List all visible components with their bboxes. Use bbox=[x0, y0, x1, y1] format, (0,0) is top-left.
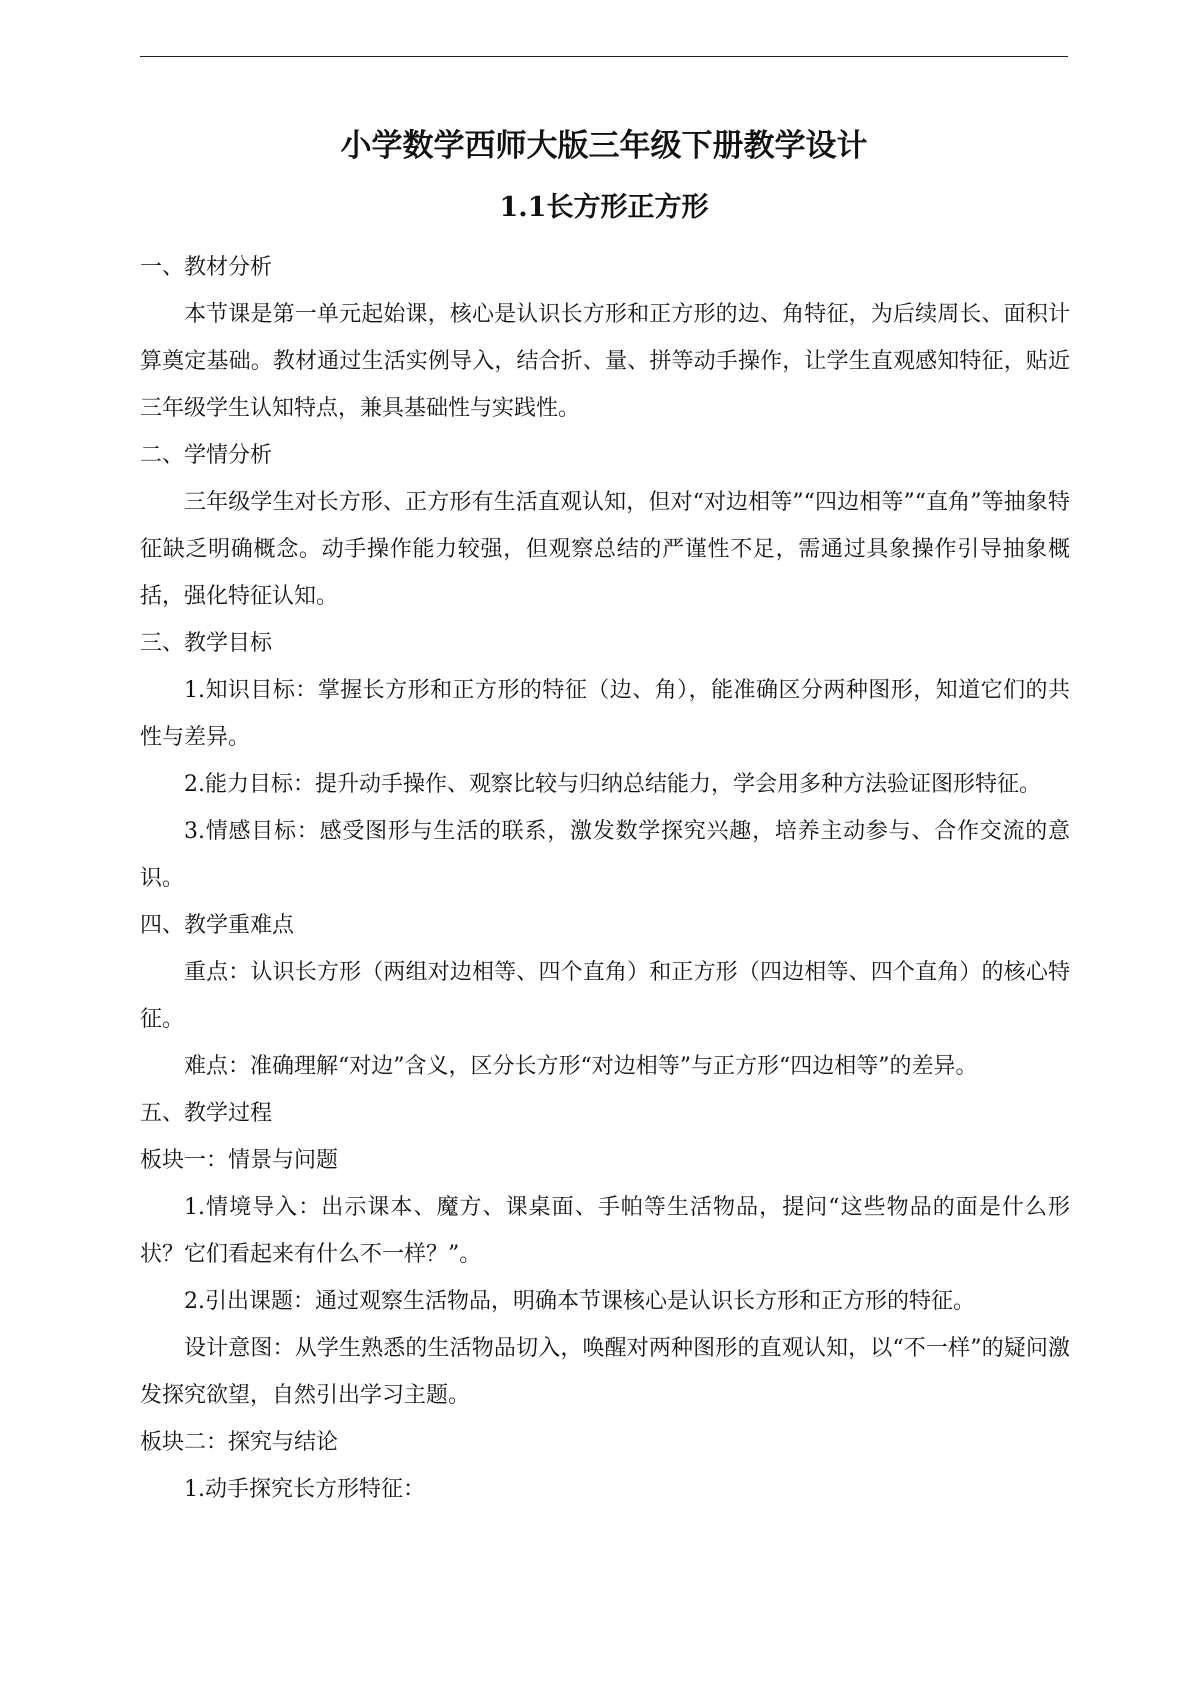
section-heading: 三、教学目标 bbox=[140, 631, 273, 656]
document-body bbox=[140, 244, 1070, 1513]
subsection-heading: 板块一：情景与问题 bbox=[140, 1148, 339, 1173]
section-heading: 五、教学过程 bbox=[140, 1101, 273, 1126]
paragraph: 1.知识目标：掌握长方形和正方形的特征（边、角），能准确区分两种图形，知道它们的共性与差异。 bbox=[140, 678, 1070, 750]
paragraph: 2.引出课题：通过观察生活物品，明确本节课核心是认识长方形和正方形的特征。 bbox=[184, 1289, 975, 1314]
header-rule bbox=[140, 56, 1068, 57]
paragraph: 2.能力目标：提升动手操作、观察比较与归纳总结能力，学会用多种方法验证图形特征。 bbox=[184, 772, 1041, 797]
paragraph: 设计意图：从学生熟悉的生活物品切入，唤醒对两种图形的直观认知，以“不一样”的疑问激发探究欲望，自然引出学习主题。 bbox=[140, 1336, 1070, 1408]
paragraph: 3.情感目标：感受图形与生活的联系，激发数学探究兴趣，培养主动参与、合作交流的意识。 bbox=[140, 819, 1070, 891]
paragraph: 1.动手探究长方形特征： bbox=[184, 1477, 425, 1502]
paragraph: 重点：认识长方形（两组对边相等、四个直角）和正方形（四边相等、四个直角）的核心特征。 bbox=[140, 960, 1070, 1032]
paragraph: 1.情境导入：出示课本、魔方、课桌面、手帕等生活物品，提问“这些物品的面是什么形状？它们看起来有什么不一样？”。 bbox=[140, 1195, 1070, 1267]
section-heading: 二、学情分析 bbox=[140, 443, 273, 468]
paragraph: 三年级学生对长方形、正方形有生活直观认知，但对“对边相等”“四边相等”“直角”等抽象特征缺乏明确概念。动手操作能力较强，但观察总结的严谨性不足，需通过具象操作引导抽象概括，强化特征认知。 bbox=[140, 490, 1070, 609]
document-title: 小学数学西师大版三年级下册教学设计 bbox=[340, 128, 868, 164]
lesson-title: 1.1长方形正方形 bbox=[499, 192, 709, 223]
section-heading: 一、教材分析 bbox=[140, 255, 273, 280]
subsection-heading: 板块二：探究与结论 bbox=[140, 1430, 339, 1455]
paragraph: 本节课是第一单元起始课，核心是认识长方形和正方形的边、角特征，为后续周长、面积计算奠定基础。教材通过生活实例导入，结合折、量、拼等动手操作，让学生直观感知特征，贴近三年级学生认知特点，兼具基础性与实践性。 bbox=[140, 302, 1070, 421]
section-heading: 四、教学重难点 bbox=[140, 913, 295, 938]
paragraph: 难点：准确理解“对边”含义，区分长方形“对边相等”与正方形“四边相等”的差异。 bbox=[184, 1054, 978, 1079]
